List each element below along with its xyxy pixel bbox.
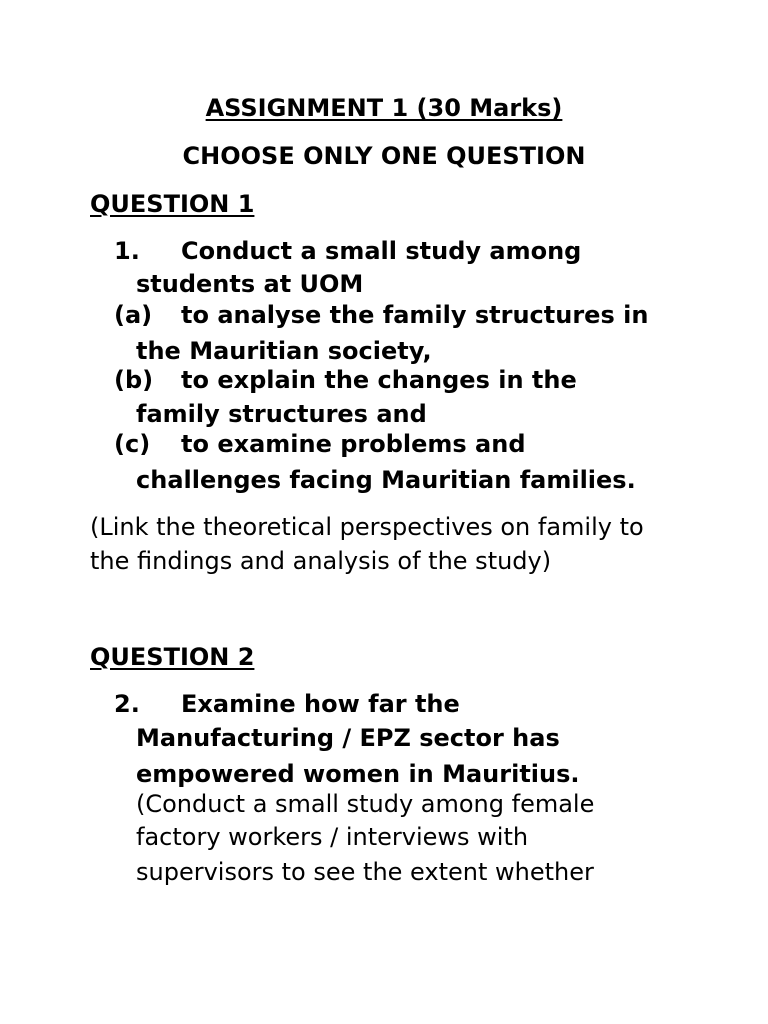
item-b-line-2: family structures and bbox=[136, 400, 427, 428]
question-1-intro-line-1: Conduct a small study among bbox=[181, 237, 582, 265]
question-2-line-1: Examine how far the bbox=[181, 690, 460, 718]
item-c-line-2: challenges facing Mauritian families. bbox=[136, 466, 636, 494]
question-1-note-line-2: the findings and analysis of the study) bbox=[90, 547, 552, 575]
question-2-line-2: Manufacturing / EPZ sector has bbox=[136, 724, 560, 752]
instruction-heading: CHOOSE ONLY ONE QUESTION bbox=[182, 142, 586, 170]
item-a-line-1: to analyse the family structures in bbox=[181, 301, 649, 329]
question-2-number: 2. bbox=[114, 690, 140, 718]
item-b-marker: (b) bbox=[114, 366, 154, 394]
question-2-line-3: empowered women in Mauritius. bbox=[136, 760, 580, 788]
question-2-note-line-3: supervisors to see the extent whether bbox=[136, 858, 594, 886]
question-1-number: 1. bbox=[114, 237, 140, 265]
item-c-line-1: to examine problems and bbox=[181, 430, 526, 458]
question-2-note-line-2: factory workers / interviews with bbox=[136, 823, 529, 851]
item-a-line-2: the Mauritian society, bbox=[136, 337, 432, 365]
question-1-note-line-1: (Link the theoretical perspectives on family to bbox=[90, 513, 644, 541]
question-2-heading: QUESTION 2 bbox=[90, 643, 255, 671]
item-c-marker: (c) bbox=[114, 430, 151, 458]
assignment-title: ASSIGNMENT 1 (30 Marks) bbox=[205, 94, 563, 122]
question-1-heading: QUESTION 1 bbox=[90, 190, 255, 218]
question-1-intro-line-2: students at UOM bbox=[136, 270, 364, 298]
item-a-marker: (a) bbox=[114, 301, 153, 329]
item-b-line-1: to explain the changes in the bbox=[181, 366, 577, 394]
question-2-note-line-1: (Conduct a small study among female bbox=[136, 790, 595, 818]
